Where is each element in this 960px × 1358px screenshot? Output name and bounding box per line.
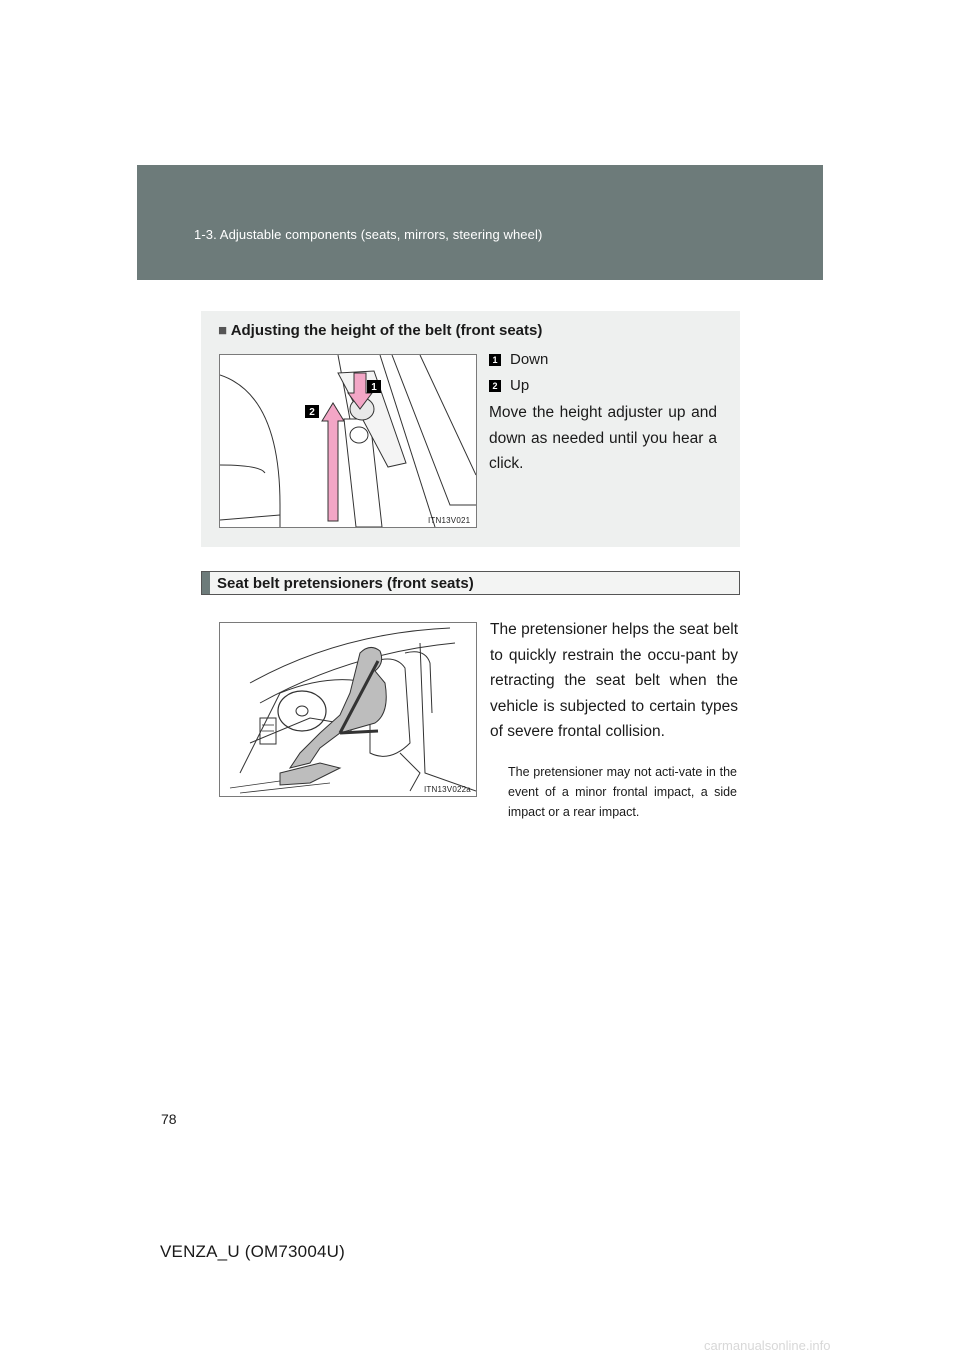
step-label: Up (510, 377, 530, 394)
page-number: 78 (161, 1111, 177, 1127)
pretensioner-note: The pretensioner may not acti-vate in the event of a minor frontal impact, a side impact or a rear impact. (508, 765, 737, 819)
watermark: carmanualsonline.info (704, 1338, 831, 1353)
step-number-badge: 2 (489, 380, 501, 392)
section-accent (202, 572, 210, 594)
belt-height-heading (218, 322, 542, 339)
step-number-badge: 1 (489, 354, 501, 366)
document-code: VENZA_U (OM73004U) (160, 1242, 345, 1261)
belt-height-drawing (220, 355, 476, 527)
callout-2: 2 (309, 407, 315, 418)
pretensioners-section-title (201, 571, 740, 595)
section-title-text: Seat belt pretensioners (front seats) (217, 575, 474, 592)
belt-height-figure-code: ITN13V021 (428, 516, 471, 525)
belt-height-illustration (219, 354, 477, 528)
breadcrumb: 1-3. Adjustable components (seats, mirrors, steering wheel) (194, 227, 543, 242)
square-bullet-icon: ■ (218, 322, 228, 339)
pretensioner-description: The pretensioner helps the seat belt to quickly restrain the occu-pant by retracting the seat belt when the vehicle is subjected to certain types of severe frontal collision. (490, 621, 738, 740)
belt-height-instruction: Move the height adjuster up and down as needed until you hear a click. (489, 404, 717, 472)
belt-height-heading-text: Adjusting the height of the belt (front seats) (230, 322, 543, 339)
step-label: Down (510, 351, 549, 368)
pretensioner-figure-code: ITN13V022a (424, 785, 471, 794)
pretensioner-illustration (219, 622, 477, 797)
callout-1: 1 (371, 382, 377, 393)
step-down (489, 351, 548, 368)
step-up (489, 377, 529, 394)
header-band (137, 165, 823, 280)
pretensioner-drawing (220, 623, 476, 796)
belt-height-info-box (201, 311, 740, 547)
